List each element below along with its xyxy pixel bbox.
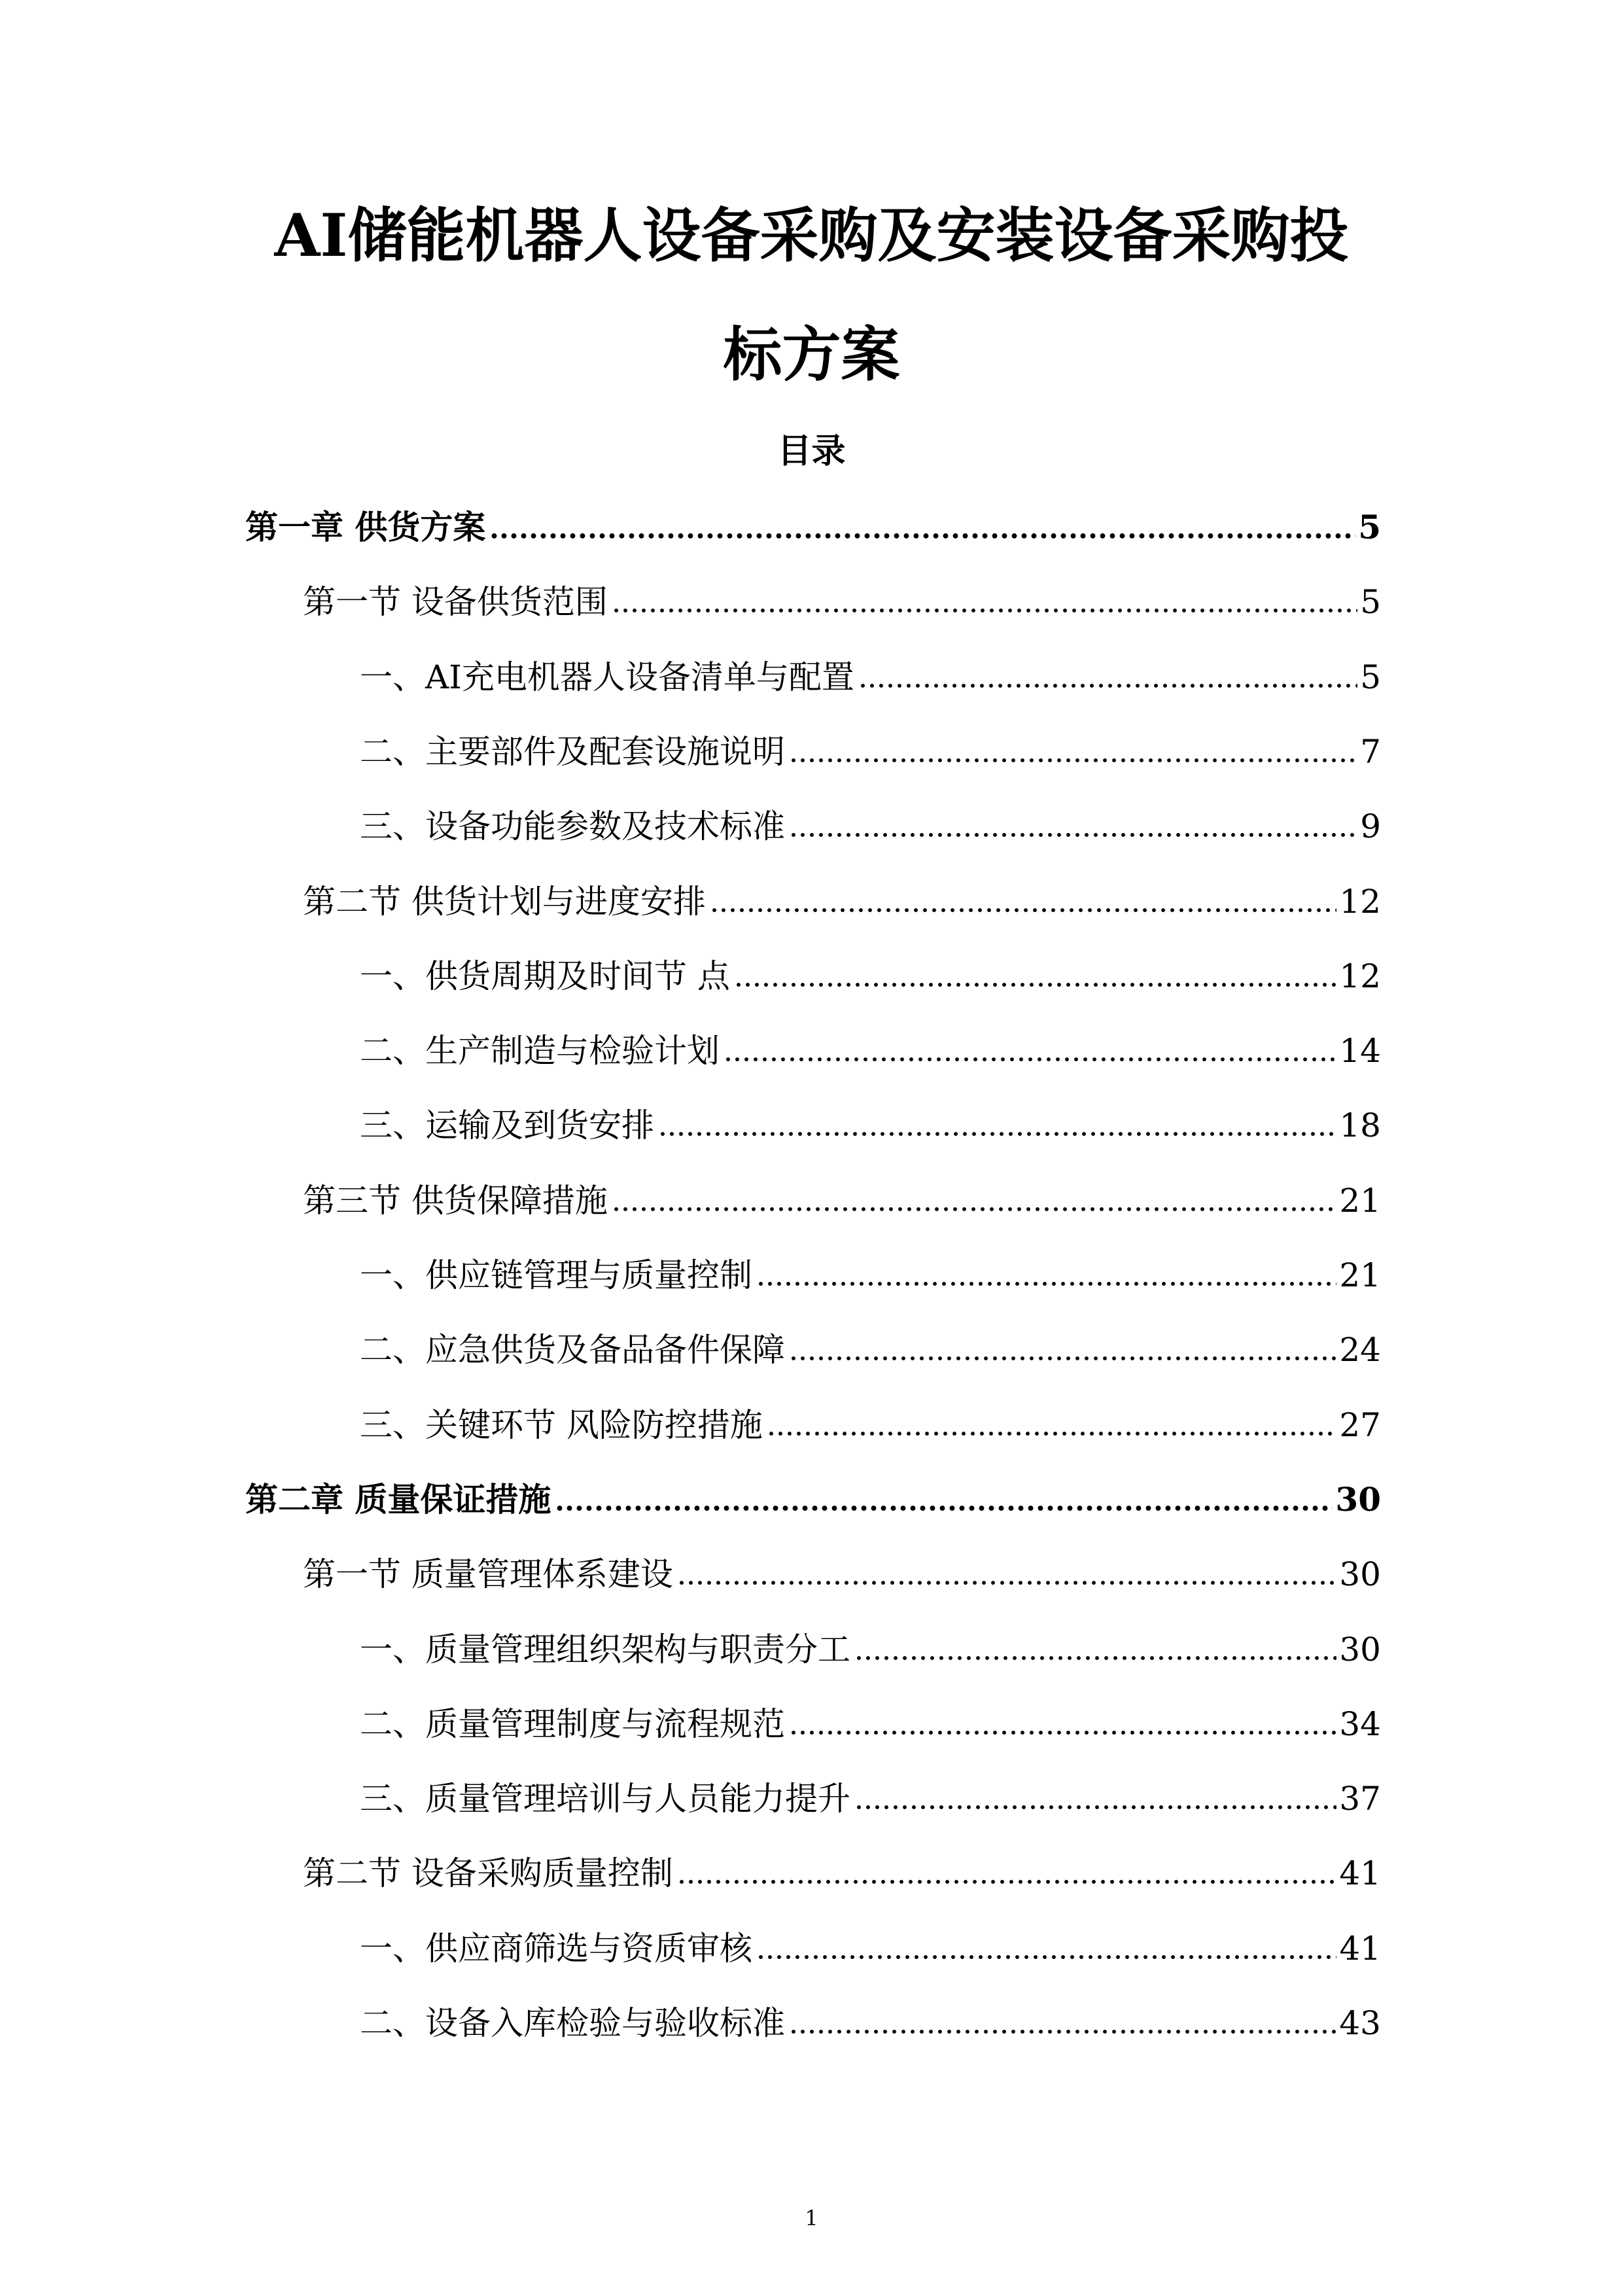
toc-entry[interactable] — [360, 728, 1381, 775]
toc-dot-leader — [854, 1804, 1336, 1810]
toc-entry-page-number: 21 — [1339, 1256, 1381, 1294]
toc-entry[interactable] — [303, 578, 1381, 626]
toc-entry-label: 二、质量管理制度与流程规范 — [360, 1705, 785, 1743]
toc-entry[interactable] — [360, 1252, 1381, 1299]
toc-dot-leader — [789, 832, 1357, 838]
toc-entry-page-number: 30 — [1339, 1631, 1381, 1669]
toc-entry-label: 第二节 供货计划与进度安排 — [303, 883, 706, 921]
toc-entry[interactable] — [360, 1102, 1381, 1149]
document-title-line-1: AI储能机器人设备采购及安装设备采购投 — [274, 201, 1349, 270]
toc-entry-label: 一、供货周期及时间节 点 — [360, 957, 730, 995]
toc-entry-label: 三、设备功能参数及技术标准 — [360, 807, 785, 845]
toc-entry-label: 第一节 质量管理体系建设 — [303, 1555, 673, 1593]
toc-dot-leader — [789, 1729, 1336, 1736]
toc-entry-page-number: 7 — [1360, 733, 1381, 771]
toc-entry-page-number: 24 — [1339, 1331, 1381, 1369]
toc-dot-leader — [677, 1879, 1336, 1885]
toc-dot-leader — [756, 1280, 1336, 1287]
toc-entry-label: 三、质量管理培训与人员能力提升 — [360, 1780, 850, 1818]
toc-entry-label: 第二章 质量保证措施 — [245, 1480, 551, 1519]
toc-entry-page-number: 43 — [1339, 2004, 1381, 2042]
toc-entry[interactable] — [303, 1177, 1381, 1224]
toc-entry-page-number: 5 — [1358, 508, 1381, 546]
toc-entry[interactable] — [360, 2000, 1381, 2047]
toc-entry[interactable] — [360, 1626, 1381, 1673]
toc-entry[interactable] — [303, 878, 1381, 925]
toc-entry[interactable] — [360, 1925, 1381, 1972]
toc-entry[interactable] — [360, 1775, 1381, 1822]
toc-dot-leader — [767, 1430, 1336, 1437]
toc-entry[interactable] — [245, 504, 1381, 551]
toc-entry-page-number: 5 — [1360, 583, 1381, 621]
toc-entry[interactable] — [360, 803, 1381, 850]
toc-dot-leader — [612, 607, 1357, 614]
toc-entry-page-number: 5 — [1360, 658, 1381, 696]
document-title-line-2: 标方案 — [723, 320, 900, 389]
toc-dot-leader — [724, 1056, 1336, 1063]
toc-entry-page-number: 41 — [1339, 1930, 1381, 1968]
toc-entry[interactable] — [360, 1402, 1381, 1449]
toc-entry-label: 二、设备入库检验与验收标准 — [360, 2004, 785, 2042]
toc-entry-label: 一、质量管理组织架构与职责分工 — [360, 1631, 850, 1669]
toc-entry-page-number: 21 — [1339, 1182, 1381, 1220]
toc-entry-label: 第一节 设备供货范围 — [303, 583, 608, 621]
toc-entry-page-number: 12 — [1339, 957, 1381, 995]
toc-entry-page-number: 18 — [1339, 1106, 1381, 1144]
toc-entry-label: 二、生产制造与检验计划 — [360, 1032, 720, 1070]
toc-entry-label: 三、运输及到货安排 — [360, 1106, 654, 1144]
toc-entry-label: 第三节 供货保障措施 — [303, 1182, 608, 1220]
toc-entry-label: 一、供应商筛选与资质审核 — [360, 1930, 752, 1968]
toc-dot-leader — [612, 1206, 1336, 1212]
toc-dot-leader — [756, 1954, 1336, 1960]
page-number: 1 — [805, 2206, 818, 2231]
toc-entry-page-number: 41 — [1339, 1854, 1381, 1892]
toc-dot-leader — [677, 1580, 1336, 1586]
toc-entry[interactable] — [303, 1551, 1381, 1598]
toc-entry-page-number: 30 — [1339, 1555, 1381, 1593]
toc-dot-leader — [789, 2028, 1336, 2035]
toc-entry-label: 一、供应链管理与质量控制 — [360, 1256, 752, 1294]
toc-dot-leader — [555, 1505, 1333, 1511]
toc-dot-leader — [734, 981, 1336, 988]
toc-entry-page-number: 37 — [1339, 1780, 1381, 1818]
toc-entry[interactable] — [360, 1027, 1381, 1074]
toc-entry-label: 二、应急供货及备品备件保障 — [360, 1331, 785, 1369]
toc-dot-leader — [710, 907, 1336, 913]
toc-entry-page-number: 12 — [1339, 883, 1381, 921]
toc-dot-leader — [858, 682, 1357, 689]
toc-dot-leader — [789, 1355, 1336, 1362]
toc-entry-page-number: 9 — [1360, 807, 1381, 845]
toc-entry[interactable] — [360, 654, 1381, 701]
toc-entry-label: 二、主要部件及配套设施说明 — [360, 733, 785, 771]
toc-entry[interactable] — [303, 1850, 1381, 1897]
toc-entry-label: 第一章 供货方案 — [245, 508, 486, 546]
toc-dot-leader — [854, 1655, 1336, 1661]
toc-entry-page-number: 34 — [1339, 1705, 1381, 1743]
toc-entry[interactable] — [360, 1326, 1381, 1373]
toc-entry-label: 三、关键环节 风险防控措施 — [360, 1406, 763, 1444]
toc-dot-leader — [489, 533, 1355, 539]
toc-entry-page-number: 14 — [1339, 1032, 1381, 1070]
toc-entry[interactable] — [360, 1701, 1381, 1748]
toc-entry-page-number: 30 — [1335, 1480, 1381, 1519]
toc-heading: 目录 — [777, 431, 846, 471]
toc-entry[interactable] — [245, 1476, 1381, 1523]
toc-entry-label: 一、AI充电机器人设备清单与配置 — [360, 658, 854, 696]
toc-entry-label: 第二节 设备采购质量控制 — [303, 1854, 673, 1892]
toc-dot-leader — [658, 1131, 1336, 1137]
toc-entry[interactable] — [360, 953, 1381, 1000]
toc-dot-leader — [789, 757, 1357, 764]
toc-entry-page-number: 27 — [1339, 1406, 1381, 1444]
